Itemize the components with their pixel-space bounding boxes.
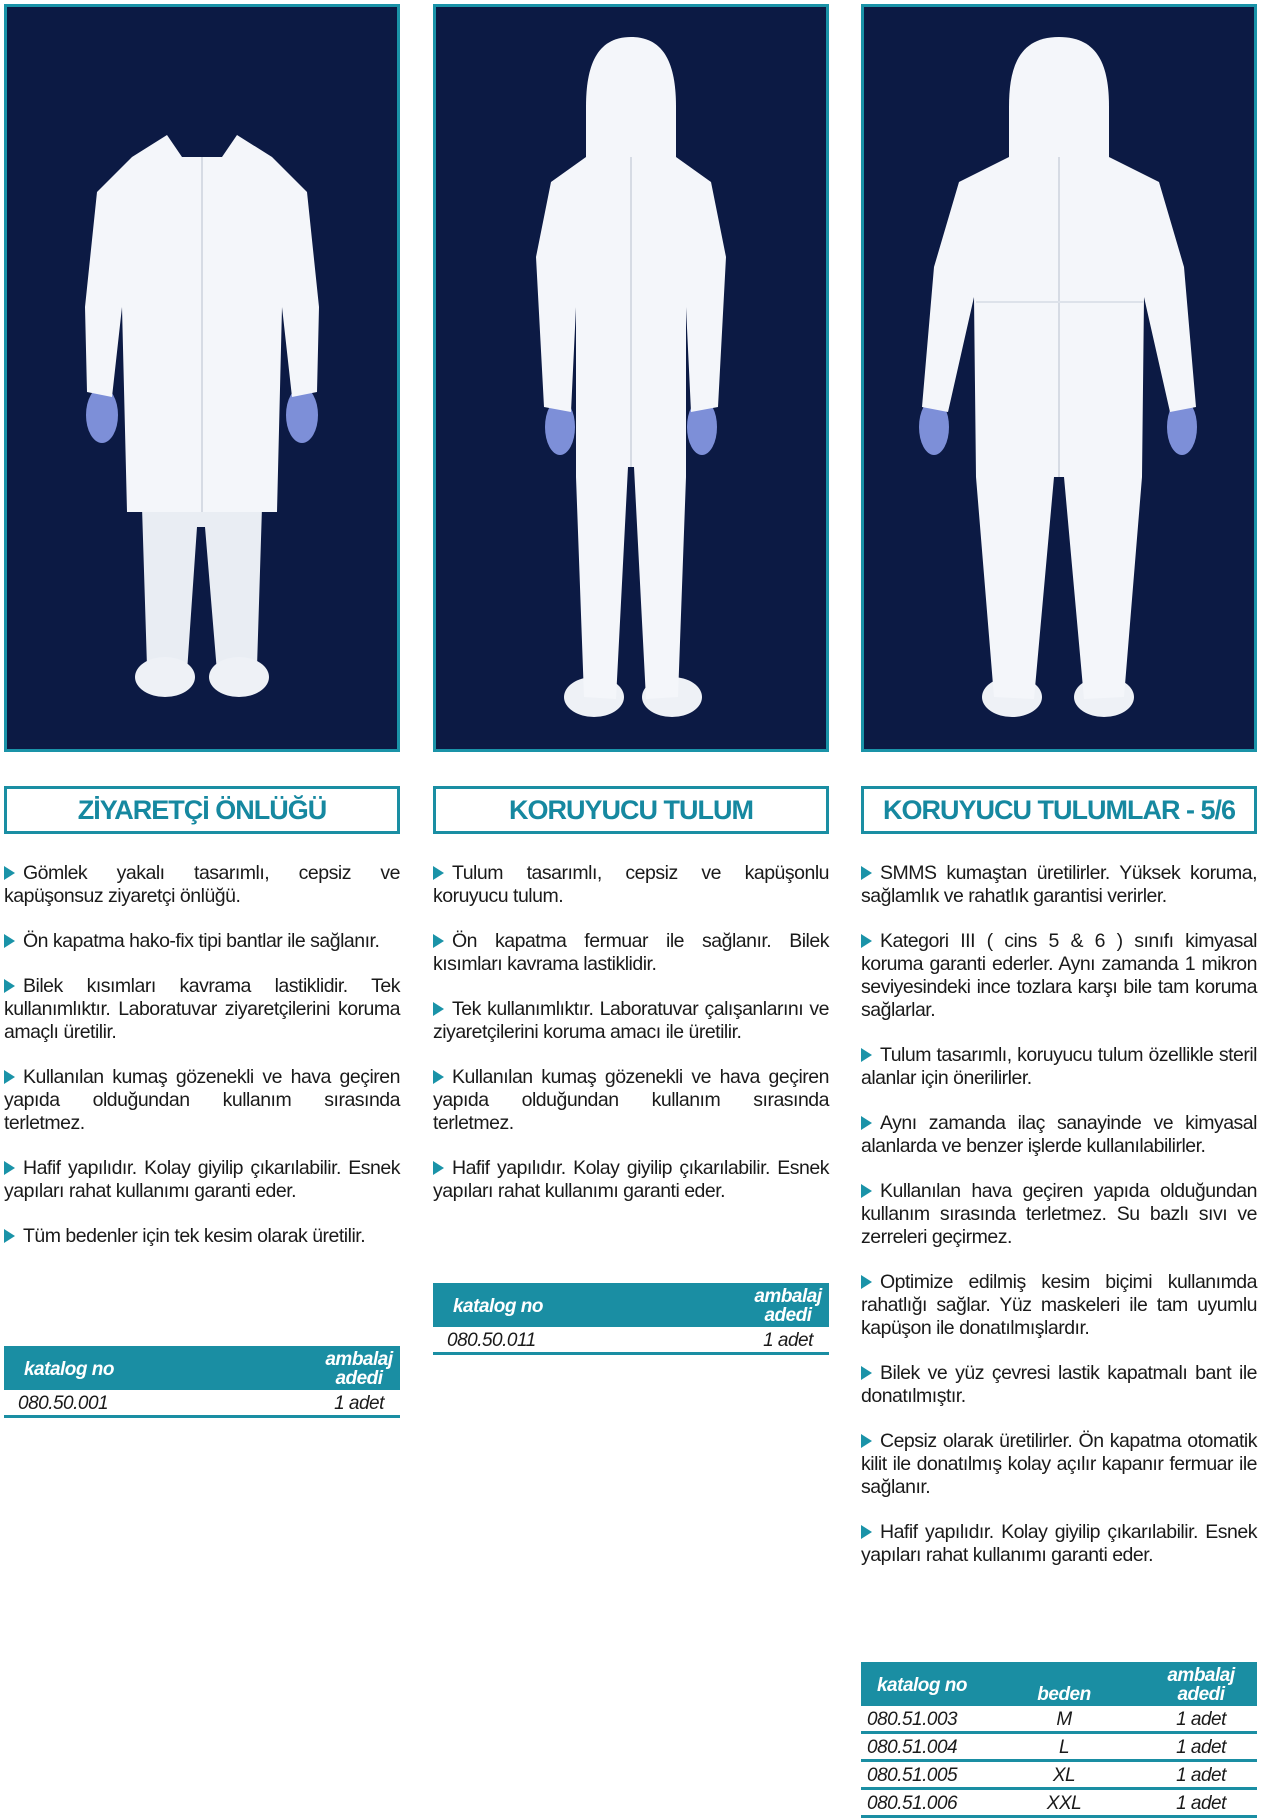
spec-table [433,1283,829,1355]
table-row [861,1706,1257,1733]
feature-item: Hafif yapılıdır. Kolay giyilip çıkarılabilir. Esnek yapıları rahat kullanımı garanti eder. [4,1157,400,1202]
feature-item: Tulum tasarımlı, cepsiz ve kapüşonlu koruyucu tulum. [433,862,829,907]
feature-item: Ön kapatma fermuar ile sağlanır. Bilek kısımları kavrama lastiklidir. [433,930,829,975]
package-qty: 1 adet [1145,1789,1257,1817]
spec-table [4,1346,400,1418]
feature-item: Ön kapatma hako-fix tipi bantlar ile sağlanır. [4,930,400,953]
spec-table-header [433,1283,829,1327]
package-qty: 1 adet [1145,1706,1257,1733]
spec-table [861,1662,1257,1818]
feature-list [4,862,400,1270]
arrow-right-icon [4,866,15,880]
coverall-figure [436,7,826,749]
arrow-right-icon [861,934,872,948]
feature-item: Hafif yapılıdır. Kolay giyilip çıkarılabilir. Esnek yapıları rahat kullanımı garanti eder. [861,1521,1257,1566]
feature-item: Aynı zamanda ilaç sanayinde ve kimyasal alanlarda ve benzer işlerde kullanılabilirler. [861,1112,1257,1157]
arrow-right-icon [861,1434,872,1448]
feature-item: Hafif yapılıdır. Kolay giyilip çıkarılabilir. Esnek yapıları rahat kullanımı garanti eder. [433,1157,829,1202]
product-title: KORUYUCU TULUMLAR - 5/6 [861,786,1257,834]
arrow-right-icon [861,1184,872,1198]
coverall-5-6-figure [864,7,1254,749]
catalog-number: 080.50.011 [433,1327,563,1354]
size: L [983,1733,1145,1761]
arrow-right-icon [861,1275,872,1289]
visitor-coat-figure [7,7,397,749]
arrow-right-icon [4,1161,15,1175]
table-row [861,1789,1257,1817]
feature-list [861,862,1257,1589]
feature-item: Kullanılan hava geçiren yapıda olduğundan kullanım sırasında terletmez. Su bazlı sıvı ve zerreleri geçirmez. [861,1180,1257,1248]
arrow-right-icon [4,1070,15,1084]
feature-item: Kullanılan kumaş gözenekli ve hava geçiren yapıda olduğundan kullanım sırasında terletmez. [4,1066,400,1134]
col-header-package: ambalaj adedi [563,1283,829,1327]
col-header-size: beden [983,1662,1145,1706]
feature-item: Bilek kısımları kavrama lastiklidir. Tek kullanımlıktır. Laboratuvar ziyaretçilerini koruma amaçlı üretilir. [4,975,400,1043]
spec-table-header [861,1662,1257,1706]
feature-item: Cepsiz olarak üretilirler. Ön kapatma otomatik kilit ile donatılmış kolay açılır kapanır fermuar ile sağlanır. [861,1430,1257,1498]
arrow-right-icon [861,1525,872,1539]
product-photo-protective-coverall [433,4,829,752]
product-title: ZİYARETÇİ ÖNLÜĞÜ [4,786,400,834]
catalog-number: 080.51.006 [861,1789,983,1817]
feature-item: Tulum tasarımlı, koruyucu tulum özellikle steril alanlar için önerilirler. [861,1044,1257,1089]
feature-item: Tüm bedenler için tek kesim olarak üretilir. [4,1225,400,1248]
arrow-right-icon [433,1002,444,1016]
arrow-right-icon [4,934,15,948]
feature-item: Kategori III ( cins 5 & 6 ) sınıfı kimyasal koruma garanti ederler. Aynı zamanda 1 mikron seviyesindeki ince tozlara karşı bile tam koruma sağlarlar. [861,930,1257,1021]
arrow-right-icon [861,1048,872,1062]
arrow-right-icon [4,979,15,993]
feature-item: SMMS kumaştan üretilirler. Yüksek koruma, sağlamlık ve rahatlık garantisi verirler. [861,862,1257,907]
feature-item: Gömlek yakalı tasarımlı, cepsiz ve kapüşonsuz ziyaretçi önlüğü. [4,862,400,907]
arrow-right-icon [4,1229,15,1243]
col-header-package: ambalaj adedi [134,1346,400,1390]
col-header-package: ambalaj adedi [1145,1662,1257,1706]
table-row [4,1390,400,1417]
feature-list [433,862,829,1225]
arrow-right-icon [861,866,872,880]
arrow-right-icon [433,934,444,948]
table-row [433,1327,829,1354]
arrow-right-icon [433,1070,444,1084]
product-photo-protective-coveralls-5-6 [861,4,1257,752]
spec-table-header [4,1346,400,1390]
size: M [983,1706,1145,1733]
col-header-catalog: katalog no [861,1662,983,1706]
size: XL [983,1761,1145,1789]
package-qty: 1 adet [1145,1733,1257,1761]
catalog-number: 080.51.003 [861,1706,983,1733]
product-title: KORUYUCU TULUM [433,786,829,834]
catalog-number: 080.51.005 [861,1761,983,1789]
arrow-right-icon [861,1366,872,1380]
col-header-catalog: katalog no [433,1283,563,1327]
catalog-number: 080.50.001 [4,1390,134,1417]
package-qty: 1 adet [134,1390,400,1417]
product-photo-visitor-coat [4,4,400,752]
arrow-right-icon [433,1161,444,1175]
feature-item: Bilek ve yüz çevresi lastik kapatmalı bant ile donatılmıştır. [861,1362,1257,1407]
size: XXL [983,1789,1145,1817]
package-qty: 1 adet [563,1327,829,1354]
col-header-catalog: katalog no [4,1346,134,1390]
feature-item: Kullanılan kumaş gözenekli ve hava geçiren yapıda olduğundan kullanım sırasında terletmez. [433,1066,829,1134]
arrow-right-icon [861,1116,872,1130]
table-row [861,1761,1257,1789]
arrow-right-icon [433,866,444,880]
table-row [861,1733,1257,1761]
feature-item: Optimize edilmiş kesim biçimi kullanımda rahatlığı sağlar. Yüz maskeleri ile tam uyumlu kapüşon ile donatılmışlardır. [861,1271,1257,1339]
package-qty: 1 adet [1145,1761,1257,1789]
feature-item: Tek kullanımlıktır. Laboratuvar çalışanlarını ve ziyaretçilerini koruma amacı ile üretilir. [433,998,829,1043]
catalog-number: 080.51.004 [861,1733,983,1761]
